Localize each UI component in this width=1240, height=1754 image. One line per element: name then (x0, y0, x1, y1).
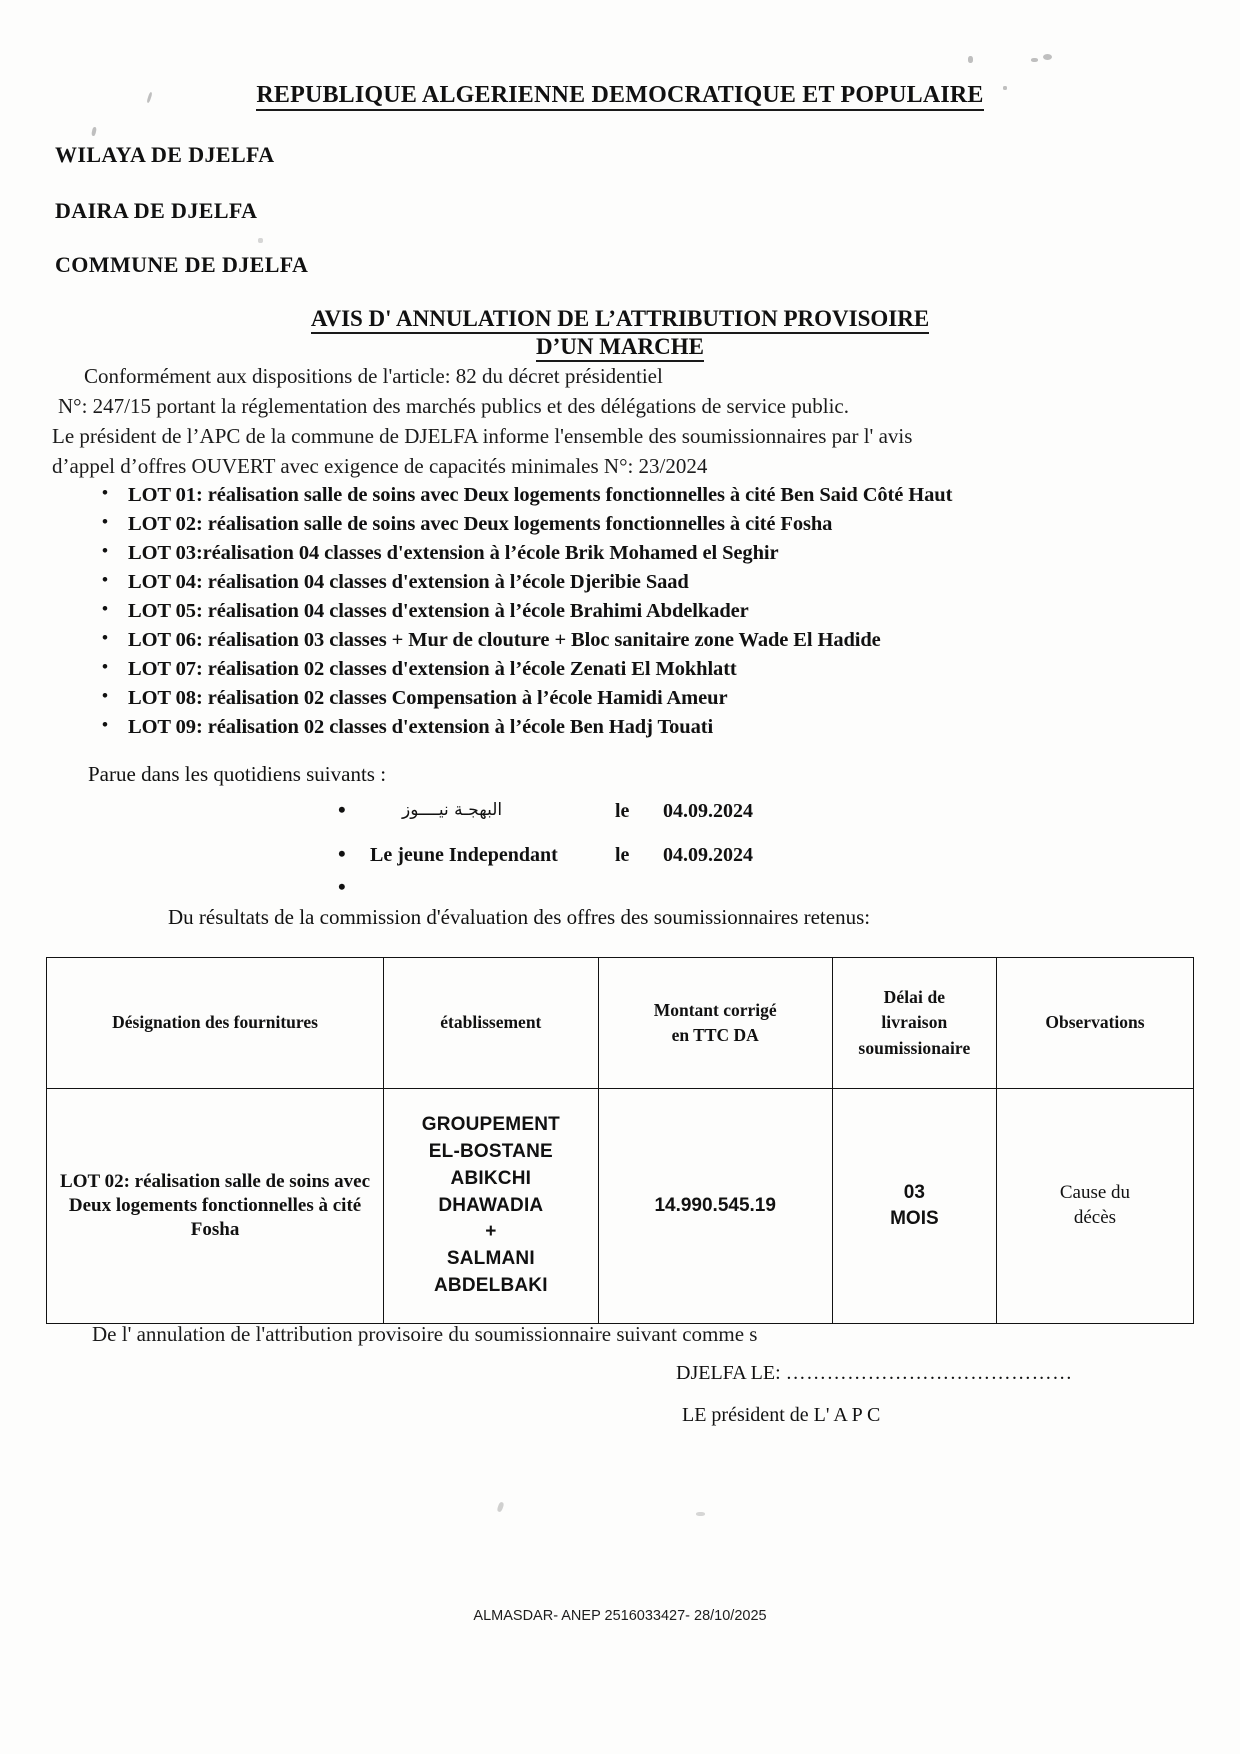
column-header-delai-line1: Délai de (883, 986, 946, 1007)
delai-line2: MOIS (890, 1208, 939, 1229)
etablissement-line: ABDELBAKI (434, 1275, 548, 1297)
column-header-delai-line2: livraison (881, 1012, 948, 1033)
djelfa-le-label: DJELFA LE: (676, 1362, 781, 1384)
intro-line-3: Le président de l’APC de la commune de DJELFA informe l'ensemble des soumissionnaires par l' avis (52, 424, 913, 448)
table-row (47, 1089, 1194, 1324)
etablissement-line: SALMANI (446, 1248, 535, 1270)
etablissement-line: ABIKCHI (450, 1167, 532, 1189)
list-item: • LOT 04: réalisation 04 classes d'extension à l’école Djeribie Saad (96, 572, 1146, 601)
intro-line-2: N°: 247/15 portant la réglementation des marchés publics et des délégations de service public. (58, 394, 849, 418)
newspaper-le-label: le (615, 844, 630, 866)
anep-reference: ALMASDAR- ANEP 2516033427- 28/10/2025 (473, 1608, 767, 1624)
lot-list (96, 485, 1146, 746)
scan-speck (696, 1512, 705, 1516)
daira-line: DAIRA DE DJELFA (55, 198, 258, 223)
djelfa-date-line (676, 1362, 1073, 1385)
cell-etablissement (384, 1089, 599, 1324)
scan-speck (968, 56, 973, 63)
list-item (330, 800, 890, 844)
list-item: • LOT 08: réalisation 02 classes Compensation à l’école Hamidi Ameur (96, 688, 1146, 717)
document-title-line1-text: AVIS D' ANNULATION DE L’ATTRIBUTION PROVISOIRE (311, 306, 929, 334)
cell-delai (832, 1089, 996, 1324)
scan-speck (91, 127, 97, 137)
delai-line1: 03 (903, 1182, 925, 1204)
column-header-delai (832, 958, 996, 1089)
column-header-montant (598, 958, 832, 1089)
commune-line: COMMUNE DE DJELFA (55, 252, 309, 277)
list-item: • LOT 01: réalisation salle de soins avec Deux logements fonctionnelles à cité Ben Said Côté Haut (96, 485, 1146, 514)
column-header-delai-line3: soumissionaire (858, 1037, 971, 1058)
annulation-note: De l' annulation de l'attribution provisoire du soumissionnaire suivant comme s (92, 1322, 758, 1346)
document-title-line1 (0, 306, 1240, 332)
cell-designation: LOT 02: réalisation salle de soins avec Deux logements fonctionnelles à cité Fosha (47, 1089, 384, 1324)
republic-heading-text: REPUBLIQUE ALGERIENNE DEMOCRATIQUE ET POPULAIRE (256, 82, 983, 111)
list-item: • LOT 02: réalisation salle de soins avec Deux logements fonctionnelles à cité Fosha (96, 514, 1146, 543)
publication-label: Parue dans les quotidiens suivants : (88, 762, 387, 786)
newspaper-name: Le jeune Independant (370, 844, 558, 866)
document-title-line2 (0, 334, 1240, 360)
scan-speck (1031, 58, 1038, 62)
list-item: • LOT 07: réalisation 02 classes d'extension à l’école Zenati El Mokhlatt (96, 659, 1146, 688)
wilaya-line: WILAYA DE DJELFA (55, 142, 275, 167)
column-header-montant-line1: Montant corrigé (653, 999, 777, 1020)
intro-line-1: Conformément aux dispositions de l'article: 82 du décret présidentiel (84, 364, 663, 388)
etablissement-line: DHAWADIA (438, 1194, 544, 1216)
observations-line1: Cause du (1059, 1182, 1131, 1204)
list-item (330, 844, 890, 888)
list-item: • LOT 05: réalisation 04 classes d'extension à l’école Brahimi Abdelkader (96, 601, 1146, 630)
scan-speck (258, 238, 263, 243)
newspaper-date: 04.09.2024 (663, 800, 753, 822)
etablissement-line: + (485, 1221, 497, 1243)
newspaper-name-arabic: البهجـة نيــــوز (402, 800, 503, 820)
column-header-designation: Désignation des fournitures (47, 958, 384, 1089)
results-table (46, 957, 1194, 1324)
newspaper-list (330, 800, 890, 908)
results-intro: Du résultats de la commission d'évaluation des offres des soumissionnaires retenus: (168, 905, 871, 929)
column-header-etablissement: établissement (384, 958, 599, 1089)
list-item: • LOT 03:réalisation 04 classes d'extension à l’école Brik Mohamed el Seghir (96, 543, 1146, 572)
cell-montant: 14.990.545.19 (598, 1089, 832, 1324)
etablissement-line: EL-BOSTANE (428, 1140, 553, 1162)
page-title (0, 82, 1240, 109)
document-title-line2-text: D’UN MARCHE (536, 334, 704, 362)
newspaper-le-label: le (615, 800, 630, 822)
djelfa-le-dots: …………………………………… (785, 1362, 1073, 1384)
observations-line2: décès (1073, 1207, 1117, 1228)
president-signature-label: LE président de L' A P C (682, 1404, 881, 1426)
intro-line-4: d’appel d’offres OUVERT avec exigence de capacités minimales N°: 23/2024 (52, 454, 708, 478)
table-header-row (47, 958, 1194, 1089)
scan-speck (496, 1501, 504, 1512)
column-header-montant-line2: en TTC DA (671, 1025, 759, 1045)
cell-observations (996, 1089, 1193, 1324)
list-item: • LOT 06: réalisation 03 classes + Mur de clouture + Bloc sanitaire zone Wade El Hadide (96, 630, 1146, 659)
newspaper-date: 04.09.2024 (663, 844, 753, 866)
scan-speck (1043, 54, 1052, 60)
etablissement-line: GROUPEMENT (421, 1113, 560, 1135)
column-header-observations: Observations (996, 958, 1193, 1089)
list-item: • LOT 09: réalisation 02 classes d'extension à l’école Ben Hadj Touati (96, 717, 1146, 746)
